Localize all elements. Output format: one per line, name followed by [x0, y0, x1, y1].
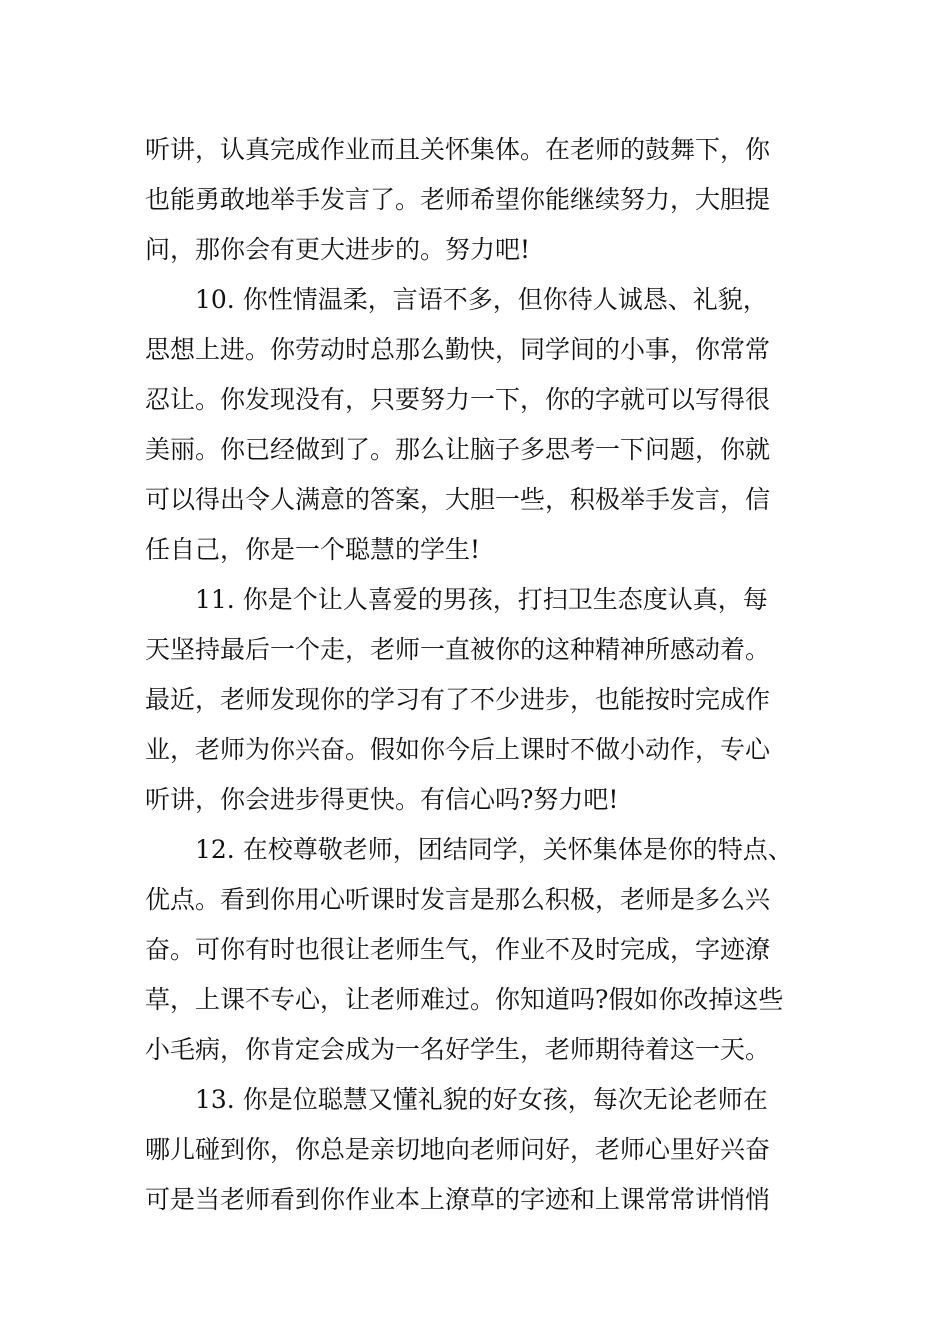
text-line: 问，那你会有更大进步的。努力吧!: [145, 235, 531, 264]
document-body: [145, 125, 810, 1225]
text-line: 业，老师为你兴奋。假如你今后上课时不做小动作，专心: [145, 735, 771, 764]
text-line: 哪儿碰到你，你总是亲切地向老师问好，老师心里好兴奋: [145, 1135, 771, 1164]
text-line: 可以得出令人满意的答案，大胆一些，积极举手发言，信: [145, 485, 771, 514]
text-line: 思想上进。你劳动时总那么勤快，同学间的小事，你常常: [145, 335, 771, 364]
text-line: 最近，老师发现你的学习有了不少进步，也能按时完成作: [145, 685, 771, 714]
text-line: 优点。看到你用心听课时发言是那么积极，老师是多么兴: [145, 885, 771, 914]
text-line: 任自己，你是一个聪慧的学生!: [145, 535, 481, 564]
text-line: 可是当老师看到你作业本上潦草的字迹和上课常常讲悄悄: [145, 1185, 771, 1214]
text-line: 听讲，认真完成作业而且关怀集体。在老师的鼓舞下，你: [145, 135, 771, 164]
text-line: 草，上课不专心，让老师难过。你知道吗?假如你改掉这些: [145, 985, 784, 1014]
text-line: 听讲，你会进步得更快。有信心吗?努力吧!: [145, 785, 619, 814]
text-line: 小毛病，你肯定会成为一名好学生，老师期待着这一天。: [145, 1035, 771, 1064]
text-line: 10. 你性情温柔，言语不多，但你待人诚恳、礼貌，: [195, 285, 768, 314]
text-line: 奋。可你有时也很让老师生气，作业不及时完成，字迹潦: [145, 935, 771, 964]
text-line: 13. 你是位聪慧又懂礼貌的好女孩，每次无论老师在: [195, 1085, 768, 1114]
text-line: 11. 你是个让人喜爱的男孩，打扫卫生态度认真，每: [195, 585, 768, 614]
text-line: 也能勇敢地举手发言了。老师希望你能继续努力，大胆提: [145, 185, 771, 214]
text-line: 12. 在校尊敬老师，团结同学，关怀集体是你的特点、: [195, 835, 793, 864]
text-line: 美丽。你已经做到了。那么让脑子多思考一下问题，你就: [145, 435, 771, 464]
text-line: 天坚持最后一个走，老师一直被你的这种精神所感动着。: [145, 635, 771, 664]
text-line: 忍让。你发现没有，只要努力一下，你的字就可以写得很: [145, 385, 771, 414]
